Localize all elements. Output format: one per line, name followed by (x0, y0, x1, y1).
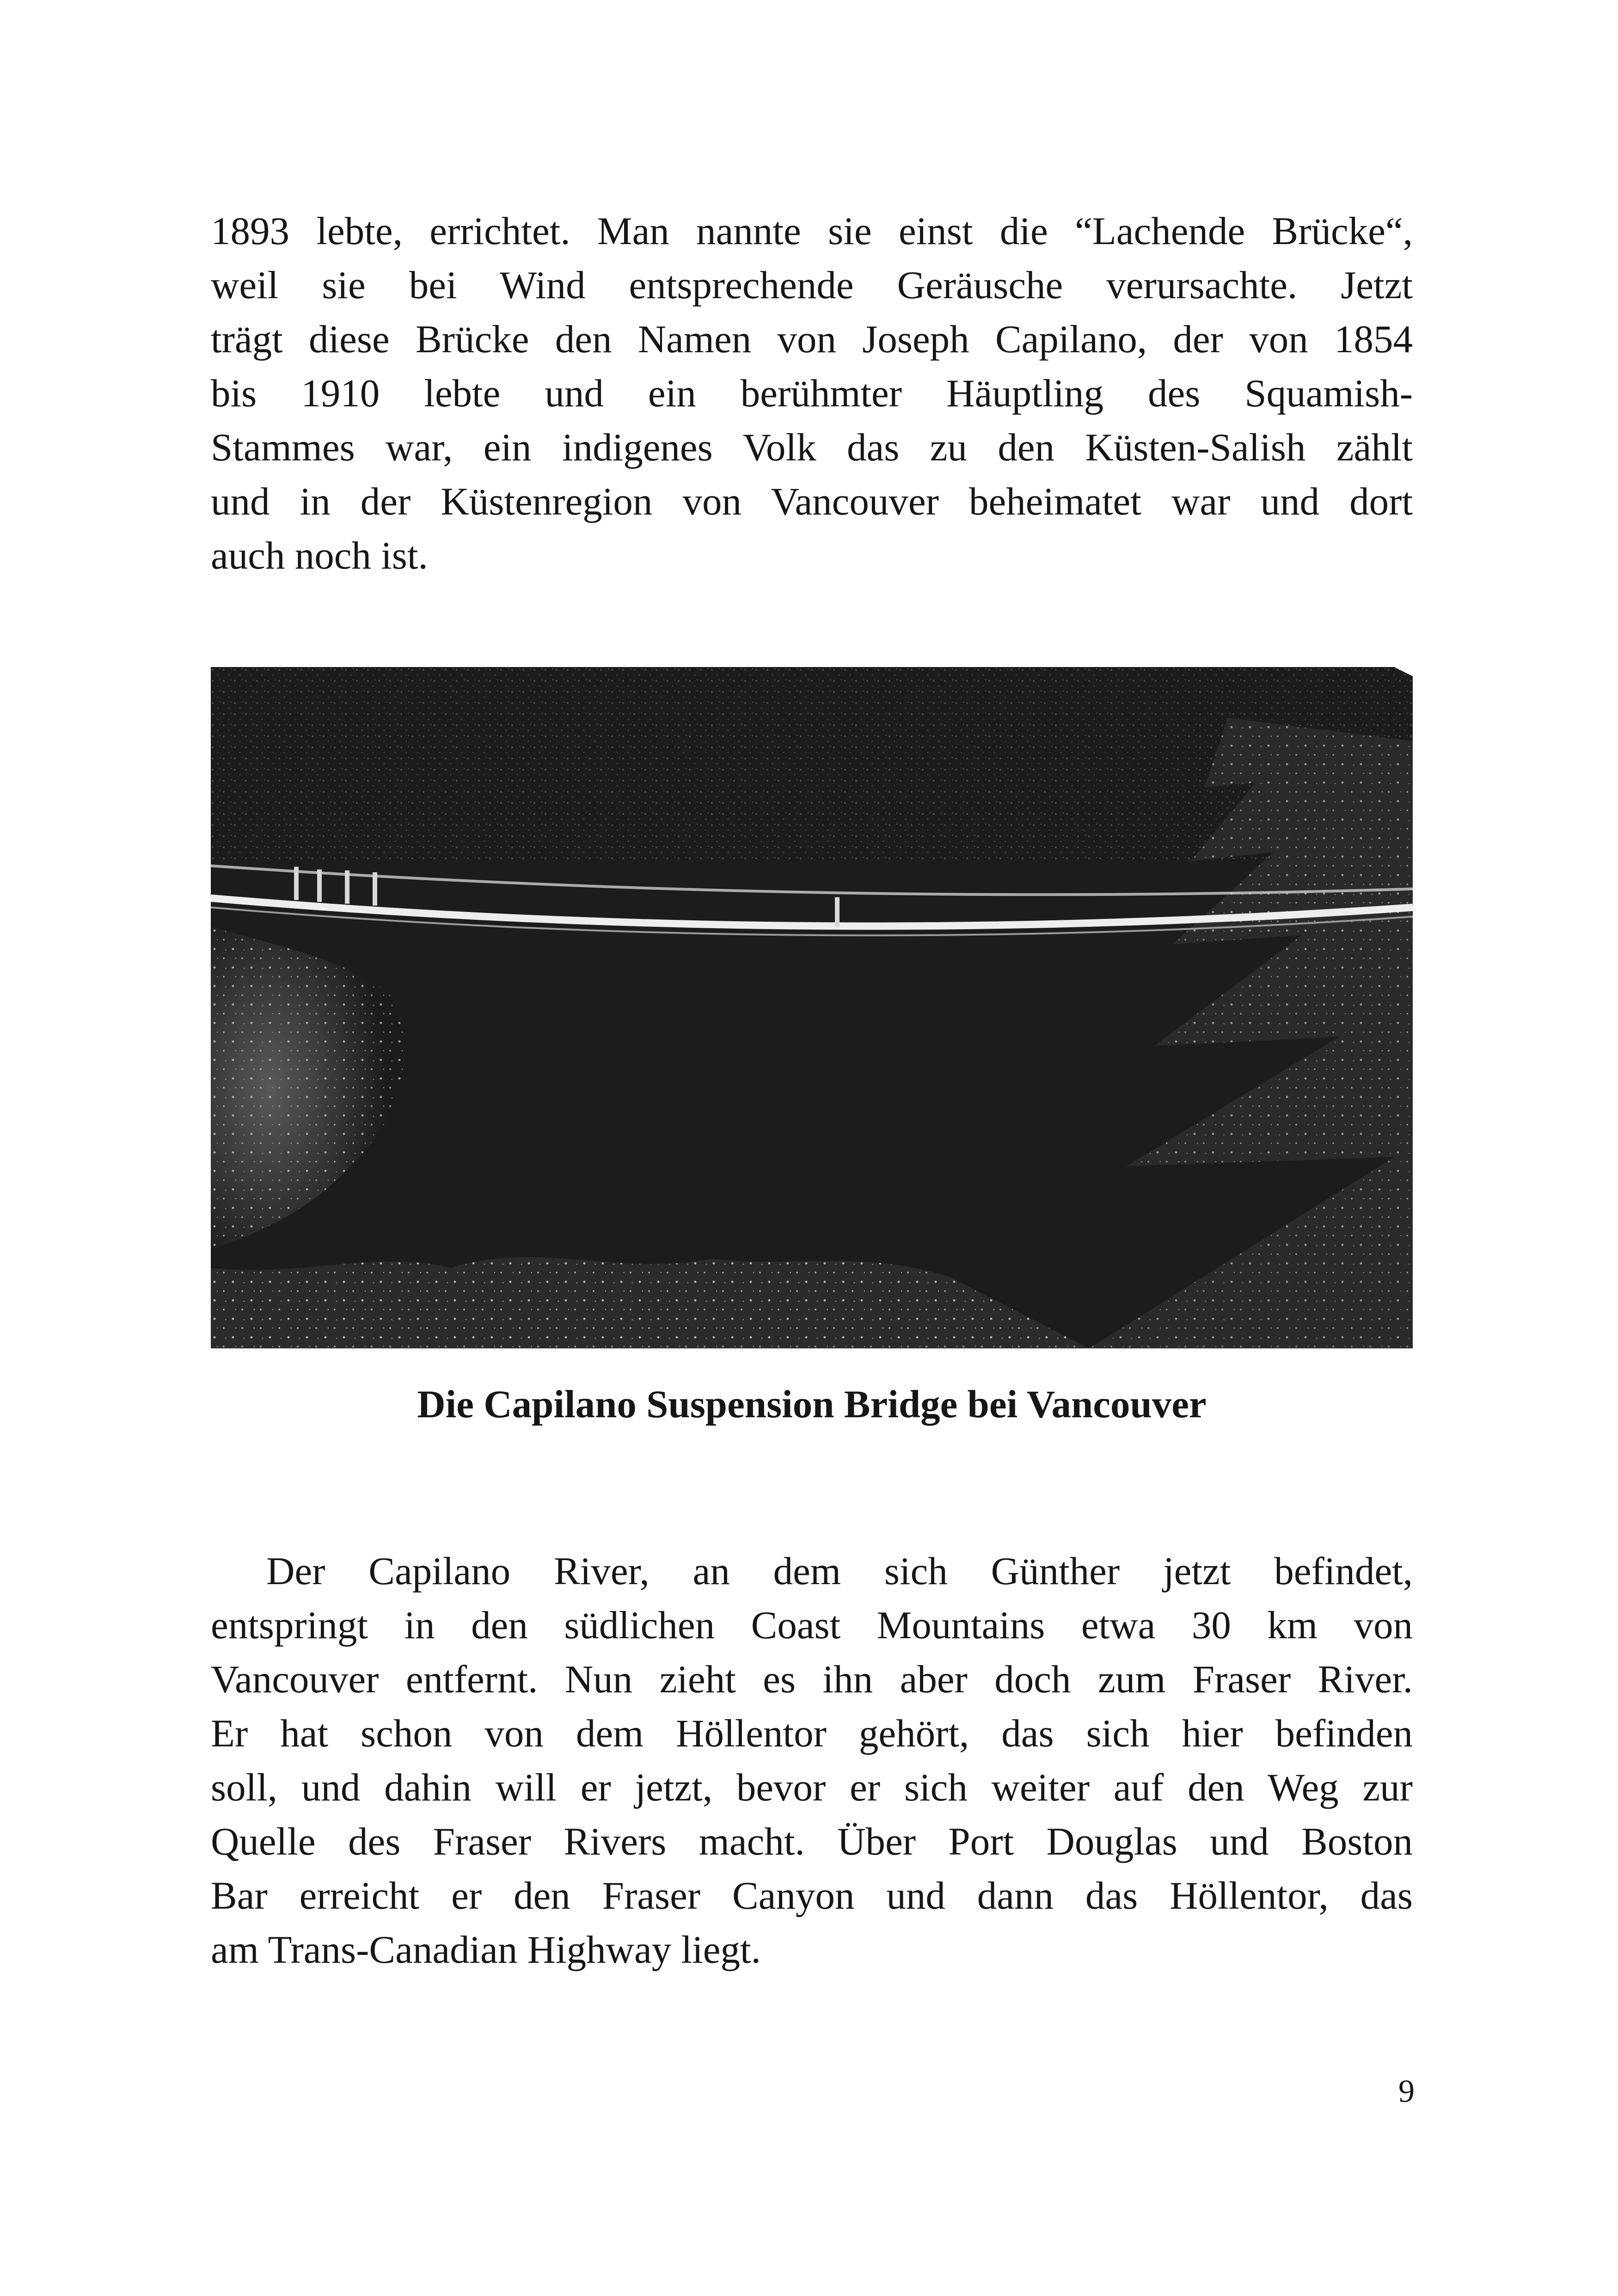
text-line: Bar erreicht er den Fraser Canyon und dann das Höllentor, das (211, 1874, 1413, 1917)
paragraph-1 (211, 204, 1413, 583)
text-line: und in der Küstenregion von Vancouver beheimatet war und dort (211, 480, 1413, 523)
text-line: trägt diese Brücke den Namen von Joseph Capilano, der von 1854 (211, 318, 1413, 361)
bridge-photo-illustration (211, 667, 1413, 1348)
text-line: soll, und dahin will er jetzt, bevor er sich weiter auf den Weg zur (211, 1766, 1413, 1809)
text-line: auch noch ist. (211, 534, 428, 577)
text-line: Stammes war, ein indigenes Volk das zu den Küsten-Salish zählt (211, 426, 1413, 469)
paragraph-2 (211, 1544, 1413, 1977)
text-line: Vancouver entfernt. Nun zieht es ihn aber doch zum Fraser River. (211, 1658, 1413, 1701)
text-line: 1893 lebte, errichtet. Man nannte sie einst die “Lachende Brücke“, (211, 209, 1413, 253)
figure-caption: Die Capilano Suspension Bridge bei Vancouver (417, 1383, 1207, 1426)
text-line: Der Capilano River, an dem sich Günther jetzt befindet, (266, 1549, 1413, 1593)
text-line: am Trans-Canadian Highway liegt. (211, 1928, 761, 1971)
text-line: Er hat schon von dem Höllentor gehört, das sich hier befinden (211, 1712, 1413, 1755)
text-line: bis 1910 lebte und ein berühmter Häuptling des Squamish- (211, 372, 1413, 415)
bridge-photo (211, 667, 1413, 1348)
text-line: Quelle des Fraser Rivers macht. Über Port Douglas und Boston (211, 1820, 1413, 1863)
page-number: 9 (1398, 2074, 1415, 2109)
text-line: weil sie bei Wind entsprechende Geräusche verursachte. Jetzt (211, 263, 1413, 307)
text-line: entspringt in den südlichen Coast Mountains etwa 30 km von (211, 1604, 1413, 1647)
